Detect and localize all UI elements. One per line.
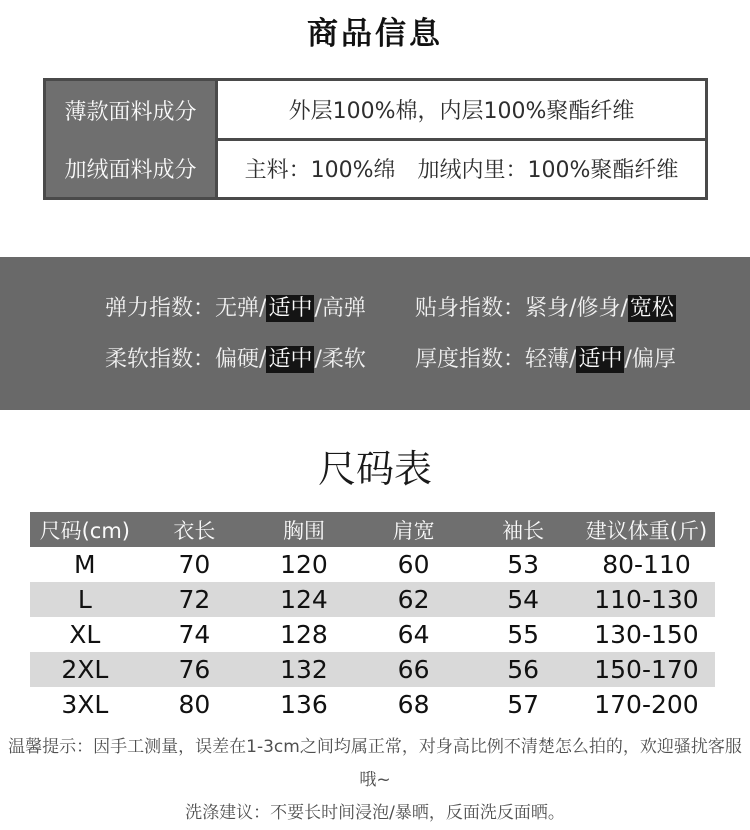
index-item [415,291,750,322]
size-table-cell: 57 [507,690,540,719]
index-item-label: 弹力指数： [105,296,216,321]
index-option: 高弹 [321,296,366,321]
size-table-row [30,652,715,687]
size-table-header-cell: 衣长 [140,512,250,547]
index-option: 修身 [576,296,621,321]
tips [0,731,750,830]
fabric-left [46,81,218,197]
tip-line-2: 洗涤建议：不要长时间浸泡/暴晒，反面洗反面晒。 [185,803,565,823]
index-option-separator: / [569,296,577,321]
size-table-cell: 54 [468,582,578,617]
fabric-row-value: 外层100%棉，内层100%聚酯纤维 [288,98,635,124]
index-item [105,342,415,373]
size-table-cell: M [74,550,96,579]
fabric-table [43,78,708,200]
size-table-header-row [30,512,715,547]
size-table-cell: 80-110 [602,550,691,579]
size-table-row [30,687,715,722]
size-table-cell: 110-130 [578,582,715,617]
index-option-selected: 宽松 [629,296,674,321]
index-option-separator: / [620,296,628,321]
size-table-cell: 62 [359,582,469,617]
tip-line-1: 温馨提示：因手工测量，误差在1-3cm之间均属正常，对身高比例不清楚怎么拍的，欢迎骚扰客服哦~ [8,737,742,790]
size-table-row [30,617,715,652]
index-option-selected: 适中 [578,347,623,372]
index-option-separator: / [259,347,267,372]
size-table-cell: 132 [249,652,359,687]
size-table-header-cell: 尺码(cm) [30,512,140,547]
size-table-cell: 76 [140,652,250,687]
size-table-cell: 55 [507,620,540,649]
size-table-cell: 56 [468,652,578,687]
fabric-row-label: 加绒面料成分 [64,157,197,183]
index-option: 轻薄 [525,347,570,372]
index-option-selected: 适中 [268,296,313,321]
index-option-separator: / [314,296,322,321]
index-option: 紧身 [525,296,570,321]
size-table-cell: 74 [178,620,211,649]
fabric-row-label: 薄款面料成分 [64,99,197,125]
index-item-label: 柔软指数： [105,347,216,372]
index-item [415,342,750,373]
size-table-cell: 53 [507,550,540,579]
size-table-cell: L [30,582,140,617]
size-table-cell: 68 [397,690,430,719]
index-option-separator: / [259,296,267,321]
size-table-cell: 70 [178,550,211,579]
size-table-cell: XL [69,620,101,649]
index-option-separator: / [314,347,322,372]
size-chart-title: 尺码表 [317,447,432,491]
size-table-row [30,547,715,582]
index-option-separator: / [624,347,632,372]
size-table-cell: 60 [397,550,430,579]
size-table-cell: 3XL [61,690,109,719]
index-item [105,291,415,322]
index-grid [105,291,750,373]
page-title: 商品信息 [307,16,443,52]
size-table-cell: 120 [280,550,328,579]
index-option: 偏硬 [215,347,260,372]
size-table-cell: 130-150 [594,620,699,649]
size-table-header-cell: 袖长 [468,512,578,547]
index-option: 偏厚 [631,347,676,372]
size-table-header-cell: 肩宽 [359,512,469,547]
size-table-cell: 124 [249,582,359,617]
size-table-cell: 64 [397,620,430,649]
size-table-cell: 150-170 [578,652,715,687]
fabric-right [218,81,705,197]
size-table-cell: 2XL [30,652,140,687]
size-table-header-cell: 建议体重(斤) [578,512,715,547]
size-table-cell: 80 [178,690,211,719]
size-table [30,512,715,722]
index-option-separator: / [569,347,577,372]
fabric-row-value: 主料：100%绵 加绒内里：100%聚酯纤维 [218,138,705,198]
size-table-cell: 136 [280,690,328,719]
size-table-body [30,547,715,722]
size-table-header-cell: 胸围 [249,512,359,547]
index-item-label: 厚度指数： [415,347,526,372]
size-table-cell: 170-200 [594,690,699,719]
size-table-cell: 66 [359,652,469,687]
size-table-row [30,582,715,617]
index-option: 无弹 [215,296,260,321]
size-table-cell: 72 [140,582,250,617]
size-table-cell: 128 [280,620,328,649]
index-option: 柔软 [321,347,366,372]
index-option-selected: 适中 [268,347,313,372]
index-panel [0,257,750,410]
index-item-label: 贴身指数： [415,296,526,321]
